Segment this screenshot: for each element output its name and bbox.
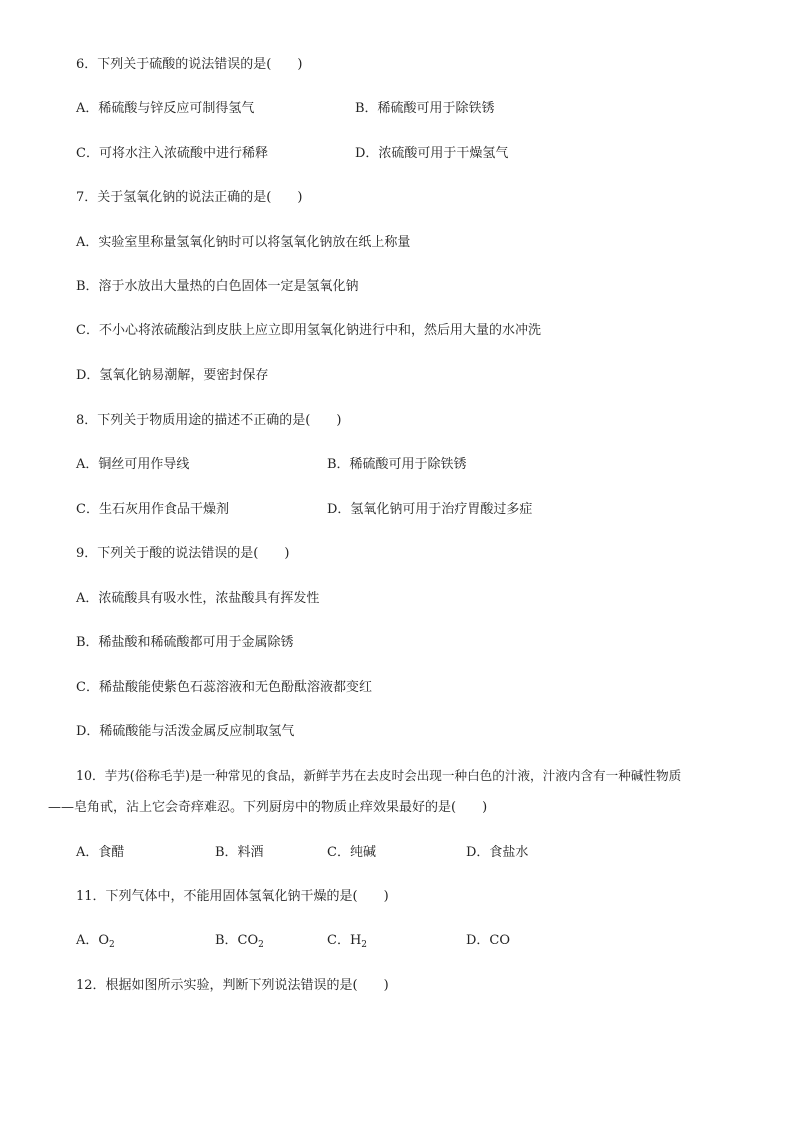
question-11-option-a-subscript: 2: [109, 940, 115, 950]
question-9-option-a: A．浓硫酸具有吸水性，浓盐酸具有挥发性: [76, 591, 320, 606]
question-8-option-c: C．生石灰用作食品干燥剂: [76, 502, 229, 517]
question-11-option-b: [215, 932, 264, 950]
question-12-stem: 12．根据如图所示实验，判断下列说法错误的是( ): [76, 978, 389, 993]
question-6-option-a: A．稀硫酸与锌反应可制得氢气: [76, 101, 255, 116]
question-9-stem: 9．下列关于酸的说法错误的是( ): [76, 546, 290, 561]
question-9-option-d: D．稀硫酸能与活泼金属反应制取氢气: [76, 724, 295, 739]
question-10-option-c: C．纯碱: [327, 845, 376, 860]
question-11-option-a: [76, 932, 115, 950]
question-9-option-c: C．稀盐酸能使紫色石蕊溶液和无色酚酞溶液都变红: [76, 680, 372, 695]
question-9-option-b: B．稀盐酸和稀硫酸都可用于金属除锈: [76, 635, 294, 650]
question-6-stem: 6．下列关于硫酸的说法错误的是( ): [76, 57, 303, 72]
question-7-stem: 7．关于氢氧化钠的说法正确的是( ): [76, 190, 303, 205]
question-11-option-d: D．CO: [466, 933, 511, 948]
question-10-option-d: D．食盐水: [466, 845, 529, 860]
question-10-stem-line-2: ——皂角甙，沾上它会奇痒难忍。下列厨房中的物质止痒效果最好的是( ): [48, 800, 488, 815]
question-11-option-c-text: C．H: [327, 933, 362, 948]
question-7-option-c: C．不小心将浓硫酸沾到皮肤上应立即用氢氧化钠进行中和，然后用大量的水冲洗: [76, 323, 541, 338]
question-11-option-b-subscript: 2: [258, 940, 264, 950]
question-11-stem: 11．下列气体中，不能用固体氢氧化钠干燥的是( ): [76, 889, 389, 904]
question-8-option-b: B．稀硫酸可用于除铁锈: [327, 457, 467, 472]
question-10-option-b: B．料酒: [215, 845, 264, 860]
question-8-option-d: D．氢氧化钠可用于治疗胃酸过多症: [327, 502, 533, 517]
question-11-option-a-text: A．O: [76, 933, 110, 948]
question-10-stem-line-1: 10．芋艿(俗称毛芋)是一种常见的食品，新鲜芋艿在去皮时会出现一种白色的汁液，汁液内含有一种碱性物质: [76, 768, 682, 783]
question-11-option-c: [327, 932, 367, 950]
question-7-option-a: A．实验室里称量氢氧化钠时可以将氢氧化钠放在纸上称量: [76, 235, 411, 250]
question-10-option-a: A．食醋: [76, 845, 125, 860]
question-11-option-c-subscript: 2: [361, 940, 368, 950]
question-7-option-b: B．溶于水放出大量热的白色固体一定是氢氧化钠: [76, 279, 359, 294]
question-8-stem: 8．下列关于物质用途的描述不正确的是( ): [76, 413, 342, 428]
question-11-option-b-text: B．CO: [215, 933, 259, 948]
question-6-option-d: D．浓硫酸可用于干燥氢气: [355, 146, 509, 161]
question-6-option-b: B．稀硫酸可用于除铁锈: [355, 101, 495, 116]
question-7-option-d: D．氢氧化钠易潮解，要密封保存: [76, 368, 269, 383]
question-8-option-a: A．铜丝可用作导线: [76, 457, 190, 472]
question-6-option-c: C．可将水注入浓硫酸中进行稀释: [76, 146, 268, 161]
